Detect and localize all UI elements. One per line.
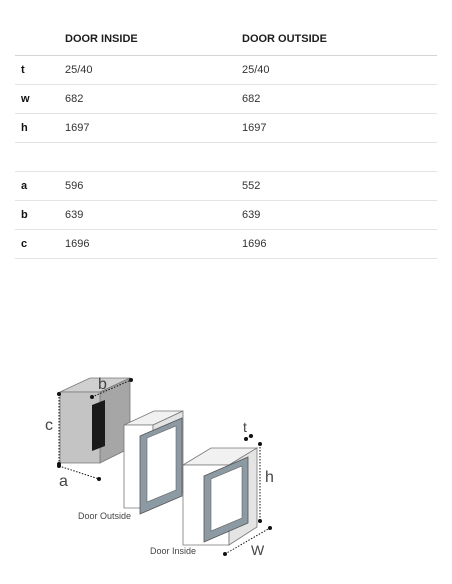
caption-door-inside: Door Inside	[150, 546, 197, 556]
door-outside-value: 682	[242, 85, 437, 114]
row-key: b	[15, 201, 65, 230]
row-key: t	[15, 56, 65, 85]
header-door-outside: DOOR OUTSIDE	[242, 23, 437, 56]
door-outside-value: 639	[242, 201, 437, 230]
label-a: a	[59, 473, 68, 490]
header-door-inside: DOOR INSIDE	[65, 23, 242, 56]
door-outside-value: 552	[242, 172, 437, 201]
door-outside-value: 1697	[242, 114, 437, 143]
label-t: t	[243, 419, 247, 435]
dimension-t	[243, 419, 253, 441]
door-inside-value: 596	[65, 172, 242, 201]
dimension-h	[258, 442, 274, 523]
dimension-c	[45, 392, 61, 466]
door-inside-value: 1697	[65, 114, 242, 143]
row-key: a	[15, 172, 65, 201]
caption-door-outside: Door Outside	[78, 511, 132, 521]
door-outside-value: 25/40	[242, 56, 437, 85]
dimension-a	[57, 464, 101, 490]
row-key: w	[15, 85, 65, 114]
door-inside-value: 25/40	[65, 56, 242, 85]
door-inside-value: 639	[65, 201, 242, 230]
door-inside-value: 1696	[65, 230, 242, 259]
niche-box	[60, 378, 130, 463]
row-key: h	[15, 114, 65, 143]
label-c: c	[45, 417, 53, 434]
row-key: c	[15, 230, 65, 259]
door-outside-value: 1696	[242, 230, 437, 259]
label-w: W	[251, 542, 265, 558]
label-b: b	[98, 376, 107, 393]
door-inside-value: 682	[65, 85, 242, 114]
label-h: h	[265, 469, 274, 486]
